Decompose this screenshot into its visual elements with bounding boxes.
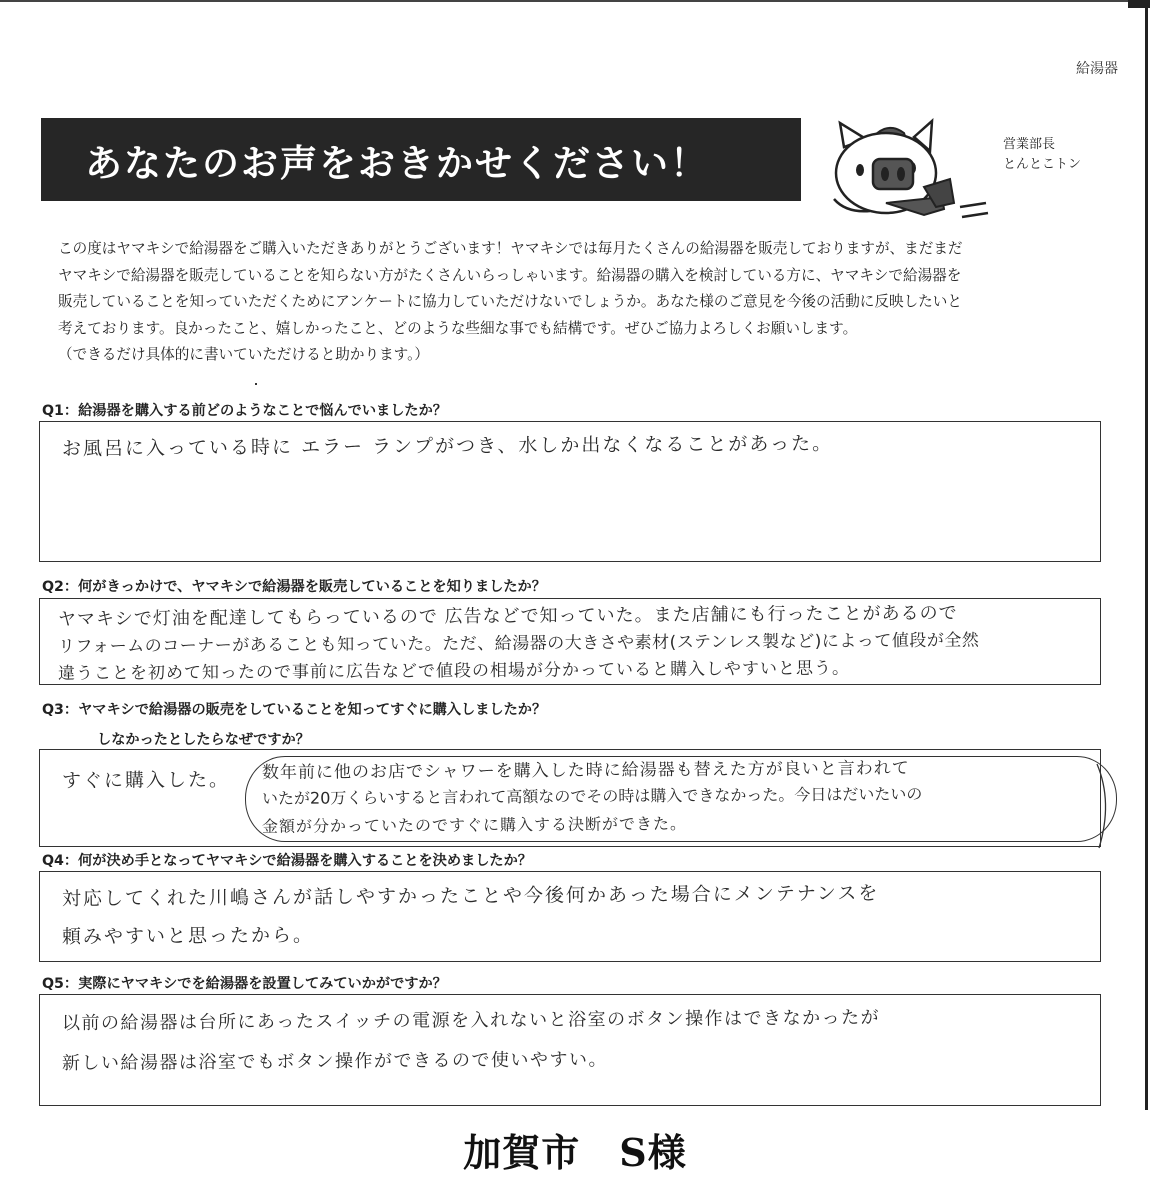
customer-name: 加賀市 S様 [463, 1130, 687, 1175]
mascot-name: とんとこトン [1003, 157, 1082, 172]
question-5-label: Q5：実際にヤマキシでを給湯器を設置してみていかがですか？ [42, 976, 447, 992]
answer-5-line-1: 以前の給湯器は台所にあったスイッチの電源を入れないと浴室のボタン操作はできなかったが [61, 1007, 881, 1034]
answer-1-text: お風呂に入っている時に エラー ランプがつき、水しか出なくなることがあった。 [61, 432, 834, 460]
answer-2-box[interactable] [39, 598, 1101, 685]
answer-4-line-2: 頼みやすいと思ったから。 [61, 924, 315, 948]
category-label: 給湯器 [1076, 61, 1118, 77]
question-3-label: Q3：ヤマキシで給湯器の販売をしていることを知ってすぐに購入しましたか？ [42, 702, 547, 718]
handwritten-oval [245, 756, 1117, 842]
question-1-label: Q1：給湯器を購入する前どのようなことで悩んでいましたか？ [42, 403, 447, 419]
mascot-caption [1003, 135, 1081, 175]
answer-2-line-3: 違うことを初めて知ったので事前に広告などで値段の相場が分かっていると購入しやすいと思う。 [57, 658, 851, 684]
mascot-title: 営業部長 [1003, 137, 1056, 152]
question-3-sublabel: しなかったとしたらなぜですか？ [97, 732, 310, 748]
intro-line: （できるだけ具体的に書いていただけると助かります。） [58, 346, 429, 363]
pig-mascot-icon [826, 117, 996, 227]
handwritten-bracket [1095, 762, 1115, 850]
answer-3-line-3: 金額が分かっていたのですぐに購入する決断ができた。 [261, 814, 688, 836]
intro-line: ヤマキシで給湯器を販売していることを知らない方がたくさんいらっしゃいます。給湯器の購入を検討している方に、ヤマキシで給湯器を [58, 266, 962, 284]
answer-4-line-1: 対応してくれた川嶋さんが話しやすかったことや今後何かあった場合にメンテナンスを [61, 882, 880, 910]
scan-edge-line [1145, 0, 1148, 1110]
answer-4-box[interactable] [39, 871, 1101, 962]
intro-line: 考えております。良かったこと、嬉しかったこと、どのような些細な事でも結構です。ぜひご協力よろしくお願いします。 [58, 319, 858, 337]
answer-2-line-1: ヤマキシで灯油を配達してもらっているので 広告などで知っていた。また店舗にも行ったことがあるので [57, 602, 958, 630]
stray-dot [255, 383, 257, 385]
answer-5-line-2: 新しい給湯器は浴室でもボタン操作ができるので使いやすい。 [61, 1049, 609, 1074]
question-4-label: Q4：何が決め手となってヤマキシで給湯器を購入することを決めましたか？ [42, 853, 532, 869]
intro-line: この度はヤマキシで給湯器をご購入いただきありがとうございます！ヤマキシでは毎月たくさんの給湯器を販売しておりますが、まだまだ [58, 240, 963, 257]
answer-1-box[interactable] [39, 421, 1101, 562]
answer-3-line-2: いたが20万くらいすると言われて高額なのでその時は購入できなかった。今日はだいたいの [261, 784, 923, 808]
answer-2-line-2: リフォームのコーナーがあることも知っていた。ただ、給湯器の大きさや素材(ステンレス製など)によって値段が全然 [57, 630, 980, 657]
intro-line: 販売していることを知っていただくためにアンケートに協力していただけないでしょうか。あなた様のご意見を今後の活動に反映したいと [58, 293, 962, 310]
answer-5-box[interactable] [39, 994, 1101, 1106]
question-2-label: Q2：何がきっかけで、ヤマキシで給湯器を販売していることを知りましたか？ [42, 579, 546, 595]
answer-3-short: すぐに購入した。 [61, 768, 231, 792]
page-title: あなたのお声をおきかせください！ [41, 118, 801, 201]
scan-edge-mark [0, 0, 1150, 8]
answer-3-line-1: 数年前に他のお店でシャワーを購入した時に給湯器も替えた方が良いと言われて [261, 758, 910, 783]
intro-text [58, 236, 1108, 369]
